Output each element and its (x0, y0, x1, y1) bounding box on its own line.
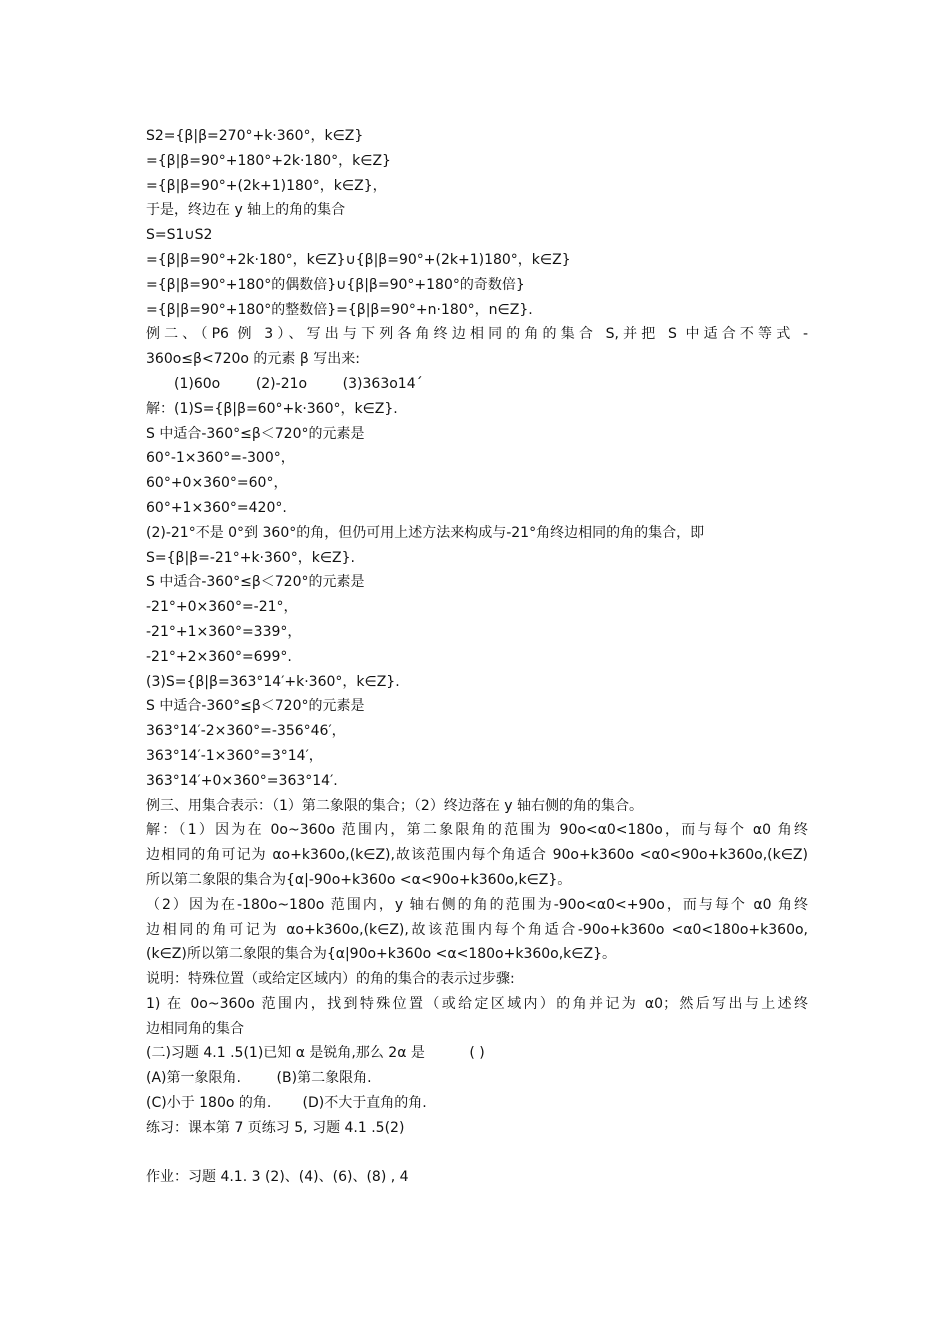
example-3-heading: 例三、用集合表示：（1）第二象限的集合；（2）终边落在 y 轴右侧的角的集合。 (146, 797, 643, 814)
text-line: 360o≤β<720o 的元素 β 写出来: (146, 351, 360, 368)
text-line: 边相同的角可记为 αo+k360o,(k∈Z),故该范围内每个角适合 90o+k360o <α0<90o+k360o,(k∈Z) (146, 847, 808, 864)
text-line: S=S1∪S2 (146, 227, 213, 244)
blank-line (146, 1141, 808, 1166)
text-line: 60°+1×360°=420°. (146, 499, 287, 516)
text-line: (1)60o (2)-21o (3)363o14´ (174, 375, 423, 392)
text-line: -21°+0×360°=-21°， (146, 599, 298, 616)
text-line: ={β|β=90°+180°的整数倍}={β|β=90°+n·180°，n∈Z}. (146, 301, 533, 318)
text-line: ={β|β=90°+180°的偶数倍}∪{β|β=90°+180°的奇数倍} (146, 276, 525, 293)
exercise-options: (A)第一象限角. (B)第二象限角. (146, 1070, 372, 1087)
text-line: 边相同角的集合 (146, 1020, 244, 1037)
example-2-heading: 例二、（P6 例 3）、写出与下列各角终边相同的角的集合 S,并把 S 中适合不等式 - (146, 326, 808, 343)
text-line: S2={β|β=270°+k·360°，k∈Z} (146, 128, 364, 144)
text-line: 于是，终边在 y 轴上的角的集合 (146, 202, 346, 219)
text-line: 363°14′+0×360°=363°14′. (146, 772, 338, 789)
text-line: -21°+2×360°=699°. (146, 648, 292, 665)
homework-line: 作业：习题 4.1. 3 (2)、(4)、(6)、(8) , 4 (146, 1169, 409, 1186)
text-line: S 中适合-360°≤β＜720°的元素是 (146, 425, 365, 442)
text-line: (k∈Z)所以第二象限的集合为{α|90o+k360o <α<180o+k360o,k∈Z}。 (146, 946, 616, 963)
text-line: 363°14′-2×360°=-356°46′， (146, 723, 346, 740)
text-line: 所以第二象限的集合为{α|-90o+k360o <α<90o+k360o,k∈Z}。 (146, 871, 572, 888)
text-line: -21°+1×360°=339°， (146, 623, 302, 640)
text-line: S 中适合-360°≤β＜720°的元素是 (146, 698, 365, 715)
text-line: 363°14′-1×360°=3°14′， (146, 747, 323, 764)
text-line: 60°-1×360°=-300°， (146, 450, 295, 467)
text-line: (3)S={β|β=363°14′+k·360°，k∈Z}. (146, 673, 400, 690)
exercise-question: (二)习题 4.1 .5(1)已知 α 是锐角,那么 2α 是 ( ) (146, 1045, 485, 1062)
practice-line: 练习：课本第 7 页练习 5, 习题 4.1 .5(2) (146, 1119, 405, 1136)
document-page (146, 124, 808, 1190)
text-line: ={β|β=90°+180°+2k·180°，k∈Z} (146, 152, 391, 169)
text-line: 解：（1）因为在 0o~360o 范围内，第二象限角的范围为 90o<α0<180o，而与每个 α0 角终 (146, 822, 808, 839)
text-line: 60°+0×360°=60°， (146, 475, 288, 492)
exercise-options: (C)小于 180o 的角. (D)不大于直角的角. (146, 1095, 427, 1112)
text-line: ={β|β=90°+(2k+1)180°，k∈Z}， (146, 177, 387, 194)
text-line: 说明：特殊位置（或给定区域内）的角的集合的表示过步骤: (146, 971, 515, 988)
text-line: S={β|β=-21°+k·360°，k∈Z}. (146, 549, 355, 566)
text-line: 1) 在 0o~360o 范围内，找到特殊位置（或给定区域内）的角并记为 α0；然后写出与上述终 (146, 995, 808, 1012)
text-line: （2）因为在-180o~180o 范围内，y 轴右侧的角的范围为-90o<α0<+90o，而与每个 α0 角终 (146, 896, 808, 913)
text-line: ={β|β=90°+2k·180°，k∈Z}∪{β|β=90°+(2k+1)180°，k∈Z} (146, 251, 571, 268)
text-line: 边相同的角可记为 αo+k360o,(k∈Z),故该范围内每个角适合-90o+k360o <α0<180o+k360o, (146, 921, 808, 938)
text-line: (2)-21°不是 0°到 360°的角，但仍可用上述方法来构成与-21°角终边相同的角的集合，即 (146, 524, 705, 541)
text-line: S 中适合-360°≤β＜720°的元素是 (146, 574, 365, 591)
text-line: 解：(1)S={β|β=60°+k·360°，k∈Z}. (146, 400, 398, 417)
